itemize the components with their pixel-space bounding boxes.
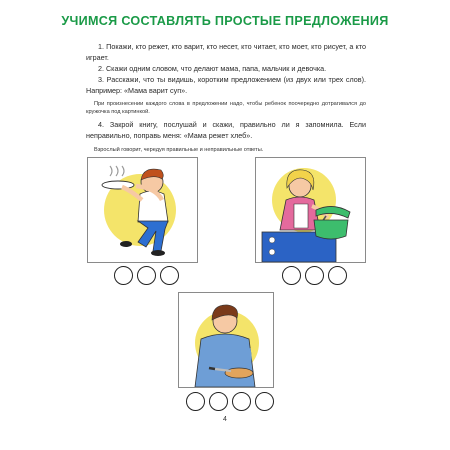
answer-circle[interactable] [160, 266, 179, 285]
plate-icon [102, 181, 134, 189]
task-2: 2. Скажи одним словом, что делают мама, папа, мальчик и девочка. [98, 64, 327, 73]
task-1: 1. Покажи, кто режет, кто варит, кто несет, кто читает, кто моет, кто рисует, а кто играет. [86, 42, 366, 62]
task-3: 3. Расскажи, что ты видишь, коротким предложением (из двух или трех слов). Например: «Мама варит суп». [86, 75, 366, 95]
answer-circle[interactable] [137, 266, 156, 285]
instruction-note-2: Взрослый говорит, чередуя правильные и неправильные ответы. [94, 147, 264, 153]
picture-father-cutting-bread [178, 292, 274, 388]
picture-boy-carrying-plate [87, 157, 198, 263]
circles-row-2 [282, 266, 347, 288]
circles-row-3 [186, 392, 274, 414]
instruction-note-1: При произнесении каждого слова в предложении надо, чтобы ребенок поочередно дотрагивался до кружочка под картинкой. [86, 101, 366, 116]
answer-circle[interactable] [186, 392, 205, 411]
answer-circle[interactable] [282, 266, 301, 285]
page-title: УЧИМСЯ СОСТАВЛЯТЬ ПРОСТЫЕ ПРЕДЛОЖЕНИЯ [61, 14, 389, 28]
answer-circle[interactable] [232, 392, 251, 411]
bread-icon [225, 368, 253, 378]
answer-circle[interactable] [255, 392, 274, 411]
pot-icon [314, 220, 348, 239]
answer-circle[interactable] [305, 266, 324, 285]
answer-circle[interactable] [209, 392, 228, 411]
task-4: 4. Закрой книгу, послушай и скажи, правильно ли я запомнила. Если неправильно, поправь меня: «Мама режет хлеб». [86, 120, 366, 140]
picture-mother-cooking [255, 157, 366, 263]
answer-circle[interactable] [328, 266, 347, 285]
circles-row-1 [114, 266, 179, 288]
answer-circle[interactable] [114, 266, 133, 285]
page-number: 4 [223, 416, 227, 423]
